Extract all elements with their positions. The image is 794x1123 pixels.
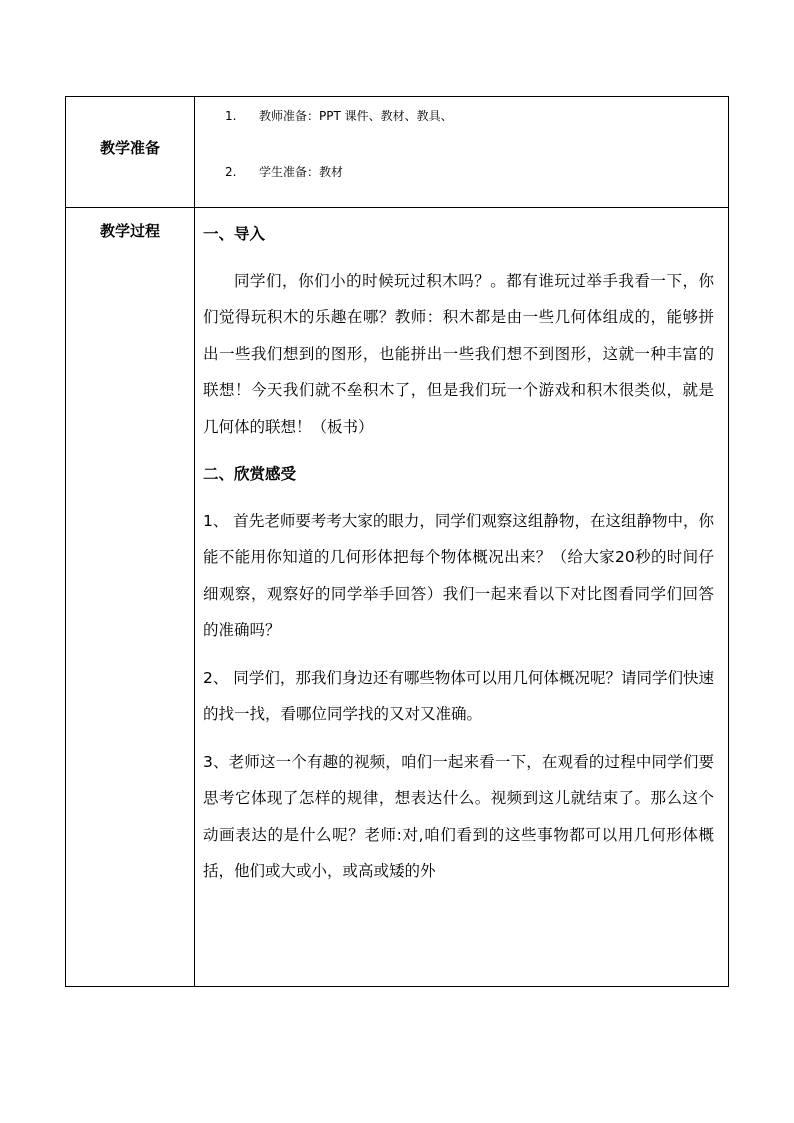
teaching-process-label: 教学过程 [99, 222, 160, 240]
teaching-process-row [66, 208, 729, 987]
teaching-preparation-label: 教学准备 [99, 139, 160, 157]
appreciation-paragraph-2: 2、 同学们，那我们身边还有哪些物体可以用几何体概况呢？请同学们快速的找一找，看哪位同学找的又对又准确。 [203, 668, 714, 723]
teaching-process-content-cell [195, 208, 729, 987]
preparation-list [195, 97, 728, 180]
preparation-item-student [195, 164, 728, 180]
teaching-preparation-row [66, 97, 729, 208]
appreciation-paragraph-1: 1、 首先老师要考考大家的眼力，同学们观察这组静物，在这组静物中，你能不能用你知道的几何形体把每个物体概况出来？（给大家20秒的时间仔细观察，观察好的同学举手回答）我们一起来看以下对比图看同学们回答的准确吗？ [203, 511, 714, 639]
teaching-process-label-cell [66, 208, 195, 987]
teaching-process-content [195, 208, 728, 890]
introduction-paragraph: 同学们，你们小的时候玩过积木吗？。都有谁玩过举手我看一下，你们觉得玩积木的乐趣在哪？教师：积木都是由一些几何体组成的，能够拼出一些我们想到的图形，也能拼出一些我们想不到图形，这就一种丰富的联想！今天我们就不垒积木了，但是我们玩一个游戏和积木很类似，就是几何体的联想！（板书） [203, 271, 714, 436]
lesson-plan-table [65, 96, 729, 987]
appreciation-paragraph-3: 3、老师这一个有趣的视频，咱们一起来看一下，在观看的过程中同学们要思考它体现了怎样的规律，想表达什么。视频到这儿就结束了。那么这个动画表达的是什么呢？老师:对,咱们看到的这些事物都可以用几何形体概括，他们或大或小，或高或矮的外 [203, 752, 714, 880]
preparation-item-teacher [195, 108, 728, 124]
list-item-text: 教师准备：PPT 课件、教材、教具、 [259, 109, 453, 123]
teaching-preparation-label-cell [66, 97, 195, 208]
section-heading-appreciation: 二、欣赏感受 [203, 465, 297, 483]
list-number: 2. [225, 165, 237, 179]
list-item-text: 学生准备：教材 [259, 165, 344, 179]
teaching-preparation-content-cell [195, 97, 729, 208]
section-heading-introduction: 一、导入 [203, 225, 266, 243]
list-number: 1. [225, 109, 237, 123]
